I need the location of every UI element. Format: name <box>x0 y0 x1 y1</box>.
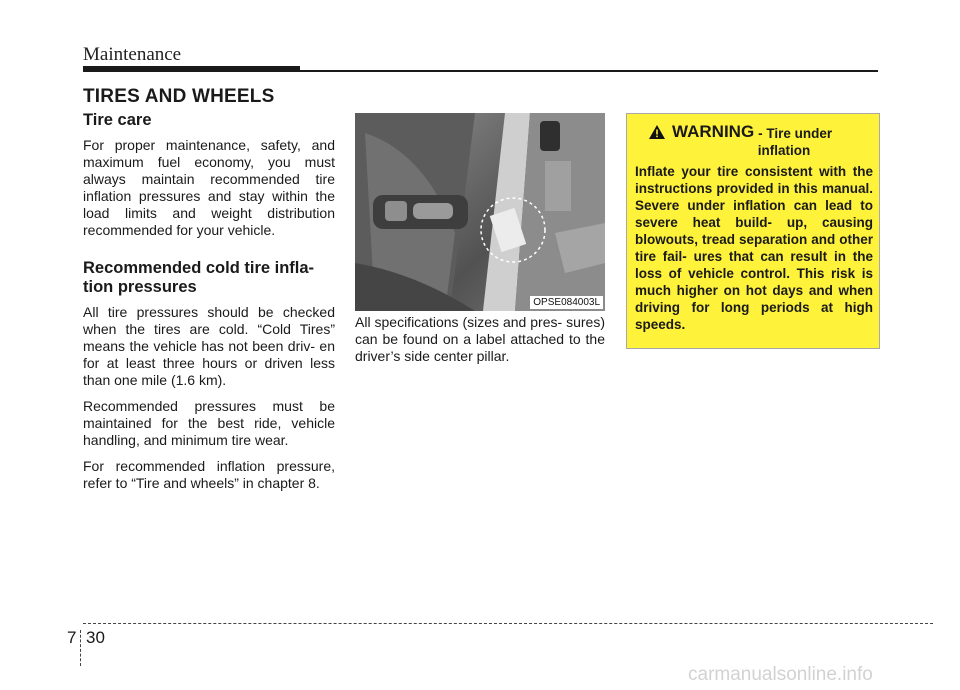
paragraph-tire-care: For proper maintenance, safety, and maximum fuel economy, you must always maintain recommended tire inflation pressures and stay within the load limits and weight distribution recommended for your vehicle. <box>83 137 335 238</box>
column-middle <box>355 314 605 365</box>
figure-code: OPSE084003L <box>530 296 603 309</box>
footer-rule <box>83 623 933 624</box>
column-left <box>83 111 335 501</box>
watermark: carmanualsonline.info <box>688 664 873 685</box>
warning-word: WARNING <box>672 122 755 141</box>
warning-triangle-icon <box>648 124 666 140</box>
heading-cold-tire-pressures: Recommended cold tire infla- tion pressures <box>83 259 315 296</box>
paragraph-recommended-pressures: Recommended pressures must be maintained for the best ride, vehicle handling, and minimum tire wear. <box>83 398 335 448</box>
warning-subtitle-line1: - Tire under <box>758 126 833 141</box>
warning-body: Inflate your tire consistent with the instructions provided in this manual. Severe under inflation can lead to severe heat build- up, causing blowouts, tread separation and other tire fail- ures that can result in the loss of vehicle control. This risk is much higher on hot days and when driving for long periods at high speeds. <box>635 164 873 332</box>
paragraph-label-location: All specifications (sizes and pres- sures) can be found on a label attached to the driver’s side center pillar. <box>355 314 605 364</box>
section-title: TIRES AND WHEELS <box>83 86 275 107</box>
warning-box <box>626 113 880 349</box>
tire-label-photo <box>355 113 605 311</box>
chapter-number: 7 <box>67 628 77 647</box>
running-header: Maintenance <box>83 44 182 65</box>
header-rule-thin <box>300 70 878 72</box>
paragraph-refer-chapter: For recommended inflation pressure, refer to “Tire and wheels” in chapter 8. <box>83 458 335 491</box>
footer-divider <box>80 630 81 666</box>
paragraph-cold-tires: All tire pressures should be checked when the tires are cold. “Cold Tires” means the vehicle has not been driv- en for at least three hours or driven less than one mile (1.6 km). <box>83 304 335 388</box>
header-rule-thick <box>83 66 300 72</box>
heading-tire-care: Tire care <box>83 111 152 129</box>
page-number: 30 <box>86 628 105 647</box>
warning-header <box>648 122 873 142</box>
warning-subtitle-line2: inflation <box>757 143 811 158</box>
door-pillar-illustration <box>355 113 605 311</box>
